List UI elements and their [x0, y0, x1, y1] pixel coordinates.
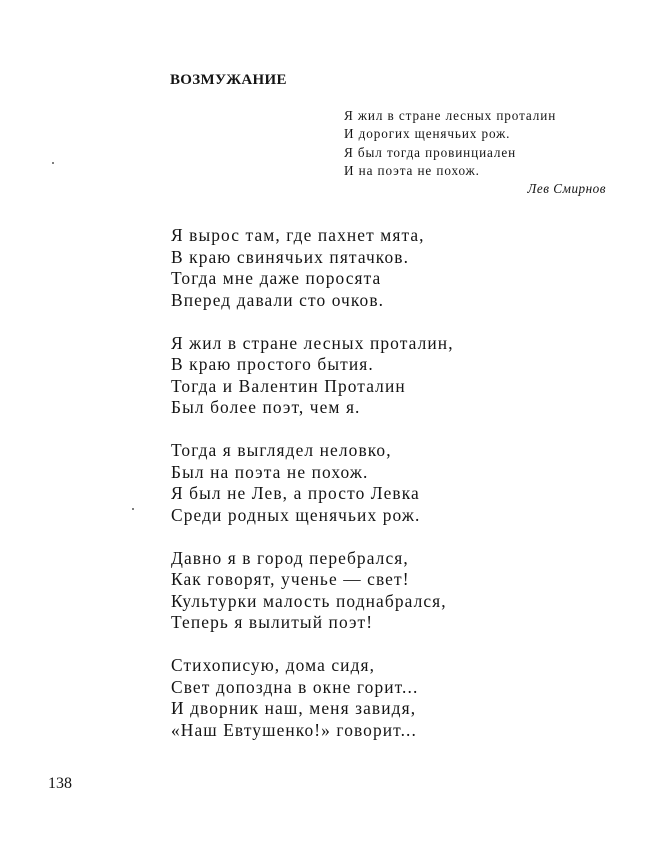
poem-line: Культурки малость поднабрался, [171, 590, 447, 611]
stanza-5 [171, 655, 551, 741]
epigraph-line: И дорогих щенячьих рож. [344, 126, 511, 142]
epigraph-line: Я был тогда провинциален [344, 144, 517, 160]
poem-line: Давно я в город перебрался, [171, 547, 409, 568]
poem-line: Стихописую, дома сидя, [171, 655, 376, 675]
poem-line: Свет допоздна в окне горит... [171, 676, 419, 697]
poem-title: ВОЗМУЖАНИЕ [170, 72, 287, 88]
poem-line: В краю свинячьих пятачков. [171, 246, 410, 267]
epigraph-line: Я жил в стране лесных проталин [344, 108, 557, 123]
poem-line: Теперь я вылитый поэт! [171, 612, 374, 632]
poem-line: Вперед давали сто очков. [171, 289, 385, 310]
stanza-1 [171, 225, 551, 311]
poem-line: Как говорят, ученье — свет! [171, 569, 410, 589]
poem-line: Тогда мне даже поросята [171, 268, 382, 288]
stanza-4 [171, 548, 551, 634]
poem-line: Среди родных щенячьих рож. [171, 504, 421, 525]
poem-line: Был более поэт, чем я. [171, 397, 361, 417]
poem-line: Тогда я выглядел неловко, [171, 440, 392, 460]
scan-speck [52, 162, 54, 164]
epigraph [344, 107, 606, 198]
epigraph-line: И на поэта не похож. [344, 162, 480, 178]
poem-body [171, 225, 551, 763]
poem-line: Я был не Лев, а просто Левка [171, 483, 420, 503]
poem-line: Тогда и Валентин Проталин [171, 375, 406, 396]
epigraph-author: Лев Смирнов [527, 181, 606, 197]
scan-speck [132, 508, 134, 510]
poem-line: В краю простого бытия. [171, 354, 374, 374]
stanza-3 [171, 440, 551, 526]
poem-line: «Наш Евтушенко!» говорит... [171, 719, 417, 740]
poem-line: И дворник наш, меня завидя, [171, 698, 417, 718]
poem-line: Был на поэта не похож. [171, 461, 369, 482]
poem-line: Я жил в стране лесных проталин, [171, 332, 454, 353]
page-number: 138 [48, 775, 72, 792]
poem-line: Я вырос там, где пахнет мята, [171, 225, 425, 245]
stanza-2 [171, 333, 551, 419]
